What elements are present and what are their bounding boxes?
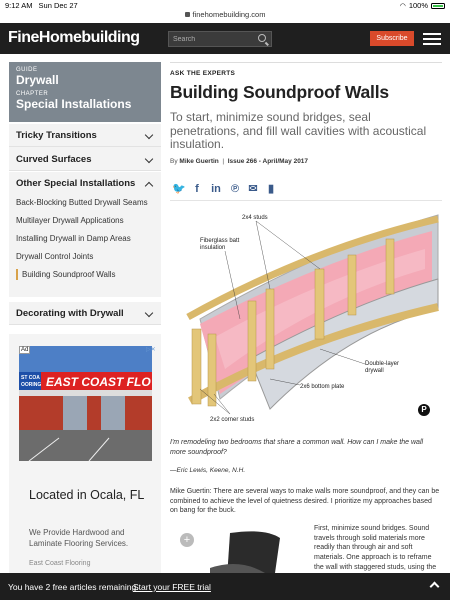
twitter-icon[interactable]: 🐦 [172,183,186,195]
reader-question: I'm remodeling two bedrooms that share a common wall. How can I make the wall more soundproof? [170,439,424,456]
facebook-icon[interactable]: f [195,183,199,195]
bookmark-icon[interactable]: ▮ [267,183,275,195]
chapter-value[interactable]: Special Installations [16,97,132,111]
ad-badge: Ad [21,347,29,353]
share-bar [170,181,442,201]
byline: By Mike Guertin | Issue 266 - April/May 2017 [170,157,309,165]
label-batt: Fiberglass batt [200,238,240,244]
article [170,62,442,571]
paywall-bar [0,573,450,600]
ad-advertiser[interactable]: East Coast Flooring [29,560,91,567]
sidebar-item-tricky-transitions[interactable] [9,124,161,147]
search-box[interactable] [168,31,272,47]
url-text: finehomebuilding.com [192,10,266,19]
subnav-item-active[interactable]: Building Soundproof Walls [16,269,154,280]
wall-illustration[interactable] [170,209,442,424]
issue-link[interactable]: Issue 266 - April/May 2017 [227,157,309,165]
svg-text:drywall: drywall [365,368,384,374]
label-plate: 2x6 bottom plate [300,384,345,390]
sidebar-nav [9,124,161,171]
chevron-down-icon [145,155,153,163]
search-icon[interactable] [258,34,266,42]
pinterest-pin-icon[interactable]: P [418,404,430,416]
url-bar[interactable] [0,10,450,23]
ad-image[interactable] [19,346,152,461]
ad-sign-text: EAST COAST FLO [46,375,151,389]
article-title: Building Soundproof Walls [170,82,389,102]
question-signature: —Eric Lewis, Keene, N.H. [170,467,246,474]
subnav-item[interactable]: Back-Blocking Butted Drywall Seams [16,198,148,207]
subscribe-button[interactable]: Subscribe [370,31,414,46]
label-corner: 2x2 corner studs [210,417,255,423]
sidebar-item-label: Tricky Transitions [16,130,97,141]
subnav-item[interactable]: Installing Drywall in Damp Areas [16,234,131,243]
body-paragraph: First, minimize sound bridges. Sound travels through solid materials more readily than through air and soft materials. One approach is to reframe the wall with staggered studs, using the [314,525,437,571]
label-drywall: Double-layer [365,361,400,367]
ad-title[interactable]: Located in Ocala, FL [29,488,145,502]
advertisement[interactable] [9,334,161,600]
chevron-down-icon [145,131,153,139]
svg-text:ST COA: ST COA [21,375,40,381]
article-kicker[interactable]: ASK THE EXPERTS [170,62,442,77]
subnav-item[interactable]: Multilayer Drywall Applications [16,216,124,225]
site-logo[interactable]: FineHomebuilding [8,29,140,46]
guide-box [9,62,161,122]
guide-label: GUIDE [16,67,38,73]
sidebar-item-decorating[interactable] [9,302,161,325]
pinterest-icon[interactable]: ℗ [230,183,240,195]
sidebar-item-curved-surfaces[interactable] [9,148,161,171]
article-dek: To start, minimize sound bridges, seal penetrations, and fill wall cavities with acoustical insulation. [170,110,427,151]
free-trial-link[interactable]: Start your FREE trial [133,582,211,592]
search-input[interactable] [173,34,251,45]
svg-text:insulation: insulation [200,245,226,251]
byline-by: By [170,157,178,165]
paywall-message: You have 2 free articles remaining. [8,582,139,592]
lock-icon [185,12,190,17]
chevron-down-icon [145,309,153,317]
sidebar-nav-bottom [9,302,161,325]
chapter-label: CHAPTER [16,91,49,97]
status-date: Sun Dec 27 [38,1,78,10]
label-studs: 2x4 studs [242,215,268,221]
sidebar-item-label: Other Special Installations [16,178,136,189]
answer-paragraph: Mike Guertin: There are several ways to make walls more soundproof, and they can be combined to achieve the level of quietness desired. I prioritize my approaches based on bang for the buck. [170,488,440,514]
site-header [0,23,450,54]
sidebar-expanded-section [9,172,161,297]
ad-close-icon[interactable]: ▷✕ [146,347,156,353]
sidebar-item-label: Curved Surfaces [16,154,92,165]
email-icon[interactable]: ✉ [248,183,258,195]
battery-percent: 100% [408,1,428,10]
wifi-icon: ◠ [399,2,406,10]
svg-text:OORING: OORING [21,382,42,388]
status-time: 9:12 AM [5,1,33,10]
subnav-item[interactable]: Drywall Control Joints [16,252,94,261]
menu-icon[interactable] [423,33,441,45]
battery-icon [431,3,445,9]
sidebar-item-other-special[interactable] [9,172,161,195]
ad-description[interactable]: We Provide Hardwood and Laminate Flooring Services. [29,528,129,548]
chevron-up-icon[interactable] [430,582,440,592]
expand-image-icon[interactable]: + [180,533,194,547]
sidebar-item-label: Decorating with Drywall [16,308,124,319]
chevron-up-icon [145,182,153,190]
linkedin-icon[interactable]: in [211,183,221,195]
author-link[interactable]: Mike Guertin [179,157,219,165]
guide-value[interactable]: Drywall [16,73,59,87]
